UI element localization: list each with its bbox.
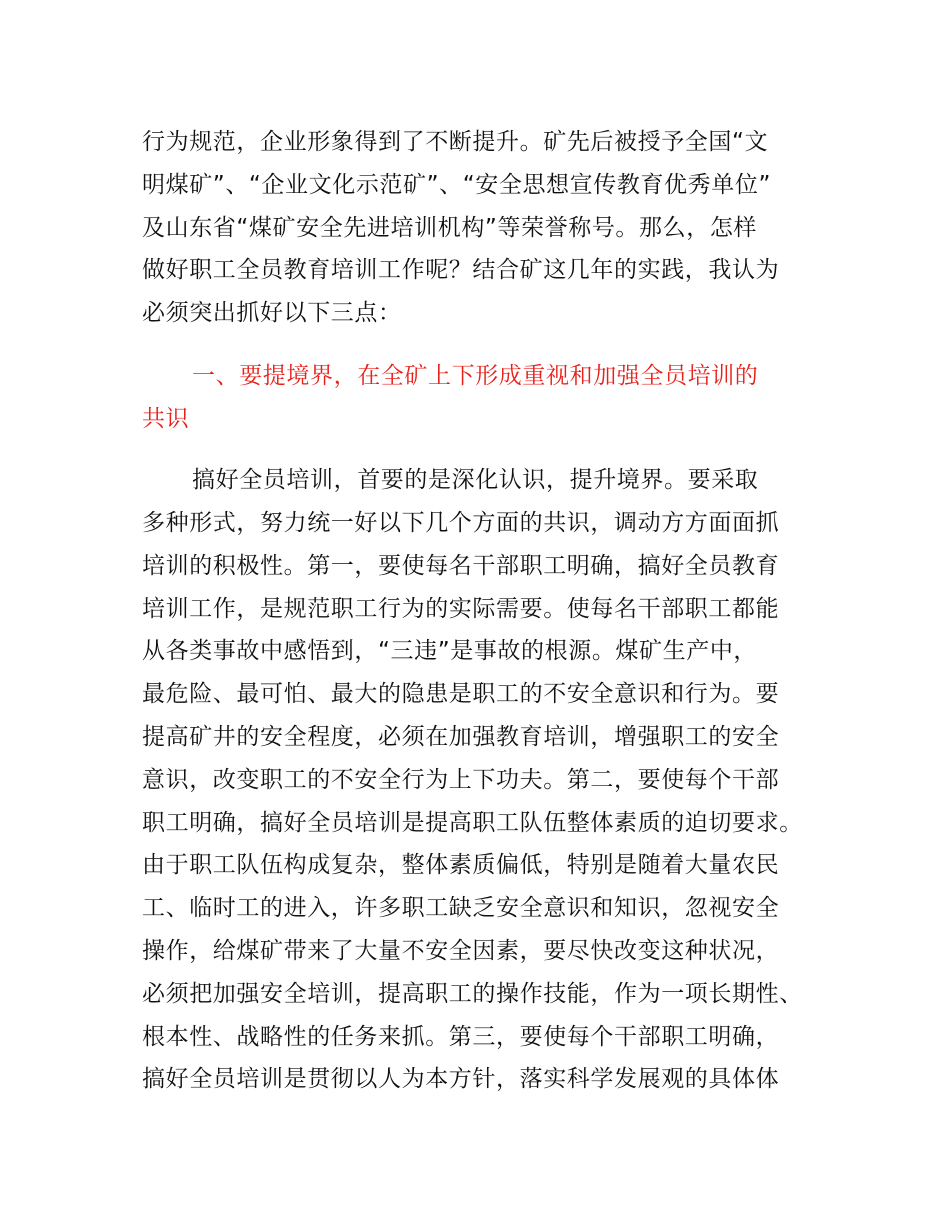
text-line: 搞好全员培训是贯彻以人为本方针，落实科学发展观的具体体 <box>142 1066 780 1092</box>
text-line: 做好职工全员教育培训工作呢？结合矿这几年的实践，我认为 <box>142 257 780 283</box>
text-line: 必须突出抓好以下三点： <box>142 300 402 326</box>
text-line: 操作，给煤矿带来了大量不安全因素，要尽快改变这种状况， <box>142 938 780 964</box>
text-line: 必须把加强安全培训，提高职工的操作技能，作为一项长期性、 <box>142 981 803 1007</box>
text-line: 从各类事故中感悟到，“三违”是事故的根源。煤矿生产中， <box>142 638 758 664</box>
text-line: 职工明确，搞好全员培训是提高职工队伍整体素质的迫切要求。 <box>142 810 803 836</box>
text-line: 最危险、最可怕、最大的隐患是职工的不安全意识和行为。要 <box>142 681 780 707</box>
text-line: 明煤矿”、“企业文化示范矿”、“安全思想宣传教育优秀单位” <box>142 172 771 198</box>
text-line: 行为规范，企业形象得到了不断提升。矿先后被授予全国“文 <box>142 129 769 155</box>
text-line: 及山东省“煤矿安全先进培训机构”等荣誉称号。那么，怎样 <box>142 215 758 241</box>
section-heading: 共识 <box>142 406 190 432</box>
text-line: 根本性、战略性的任务来抓。第三，要使每个干部职工明确， <box>142 1024 780 1050</box>
text-line: 多种形式，努力统一好以下几个方面的共识，调动方方面面抓 <box>142 510 780 536</box>
text-line: 由于职工队伍构成复杂，整体素质偏低，特别是随着大量农民 <box>142 852 780 878</box>
section-heading: 一、要提境界，在全矿上下形成重视和加强全员培训的 <box>192 363 759 389</box>
text-line: 提高矿井的安全程度，必须在加强教育培训，增强职工的安全 <box>142 724 780 750</box>
text-line: 工、临时工的进入，许多职工缺乏安全意识和知识，忽视安全 <box>142 895 780 921</box>
text-line: 培训工作，是规范职工行为的实际需要。使每名干部职工都能 <box>142 596 780 622</box>
text-line: 培训的积极性。第一，要使每名干部职工明确，搞好全员教育 <box>142 553 780 579</box>
text-line: 意识，改变职工的不安全行为上下功夫。第二，要使每个干部 <box>142 767 780 793</box>
text-line: 搞好全员培训，首要的是深化认识，提升境界。要采取 <box>192 467 759 493</box>
